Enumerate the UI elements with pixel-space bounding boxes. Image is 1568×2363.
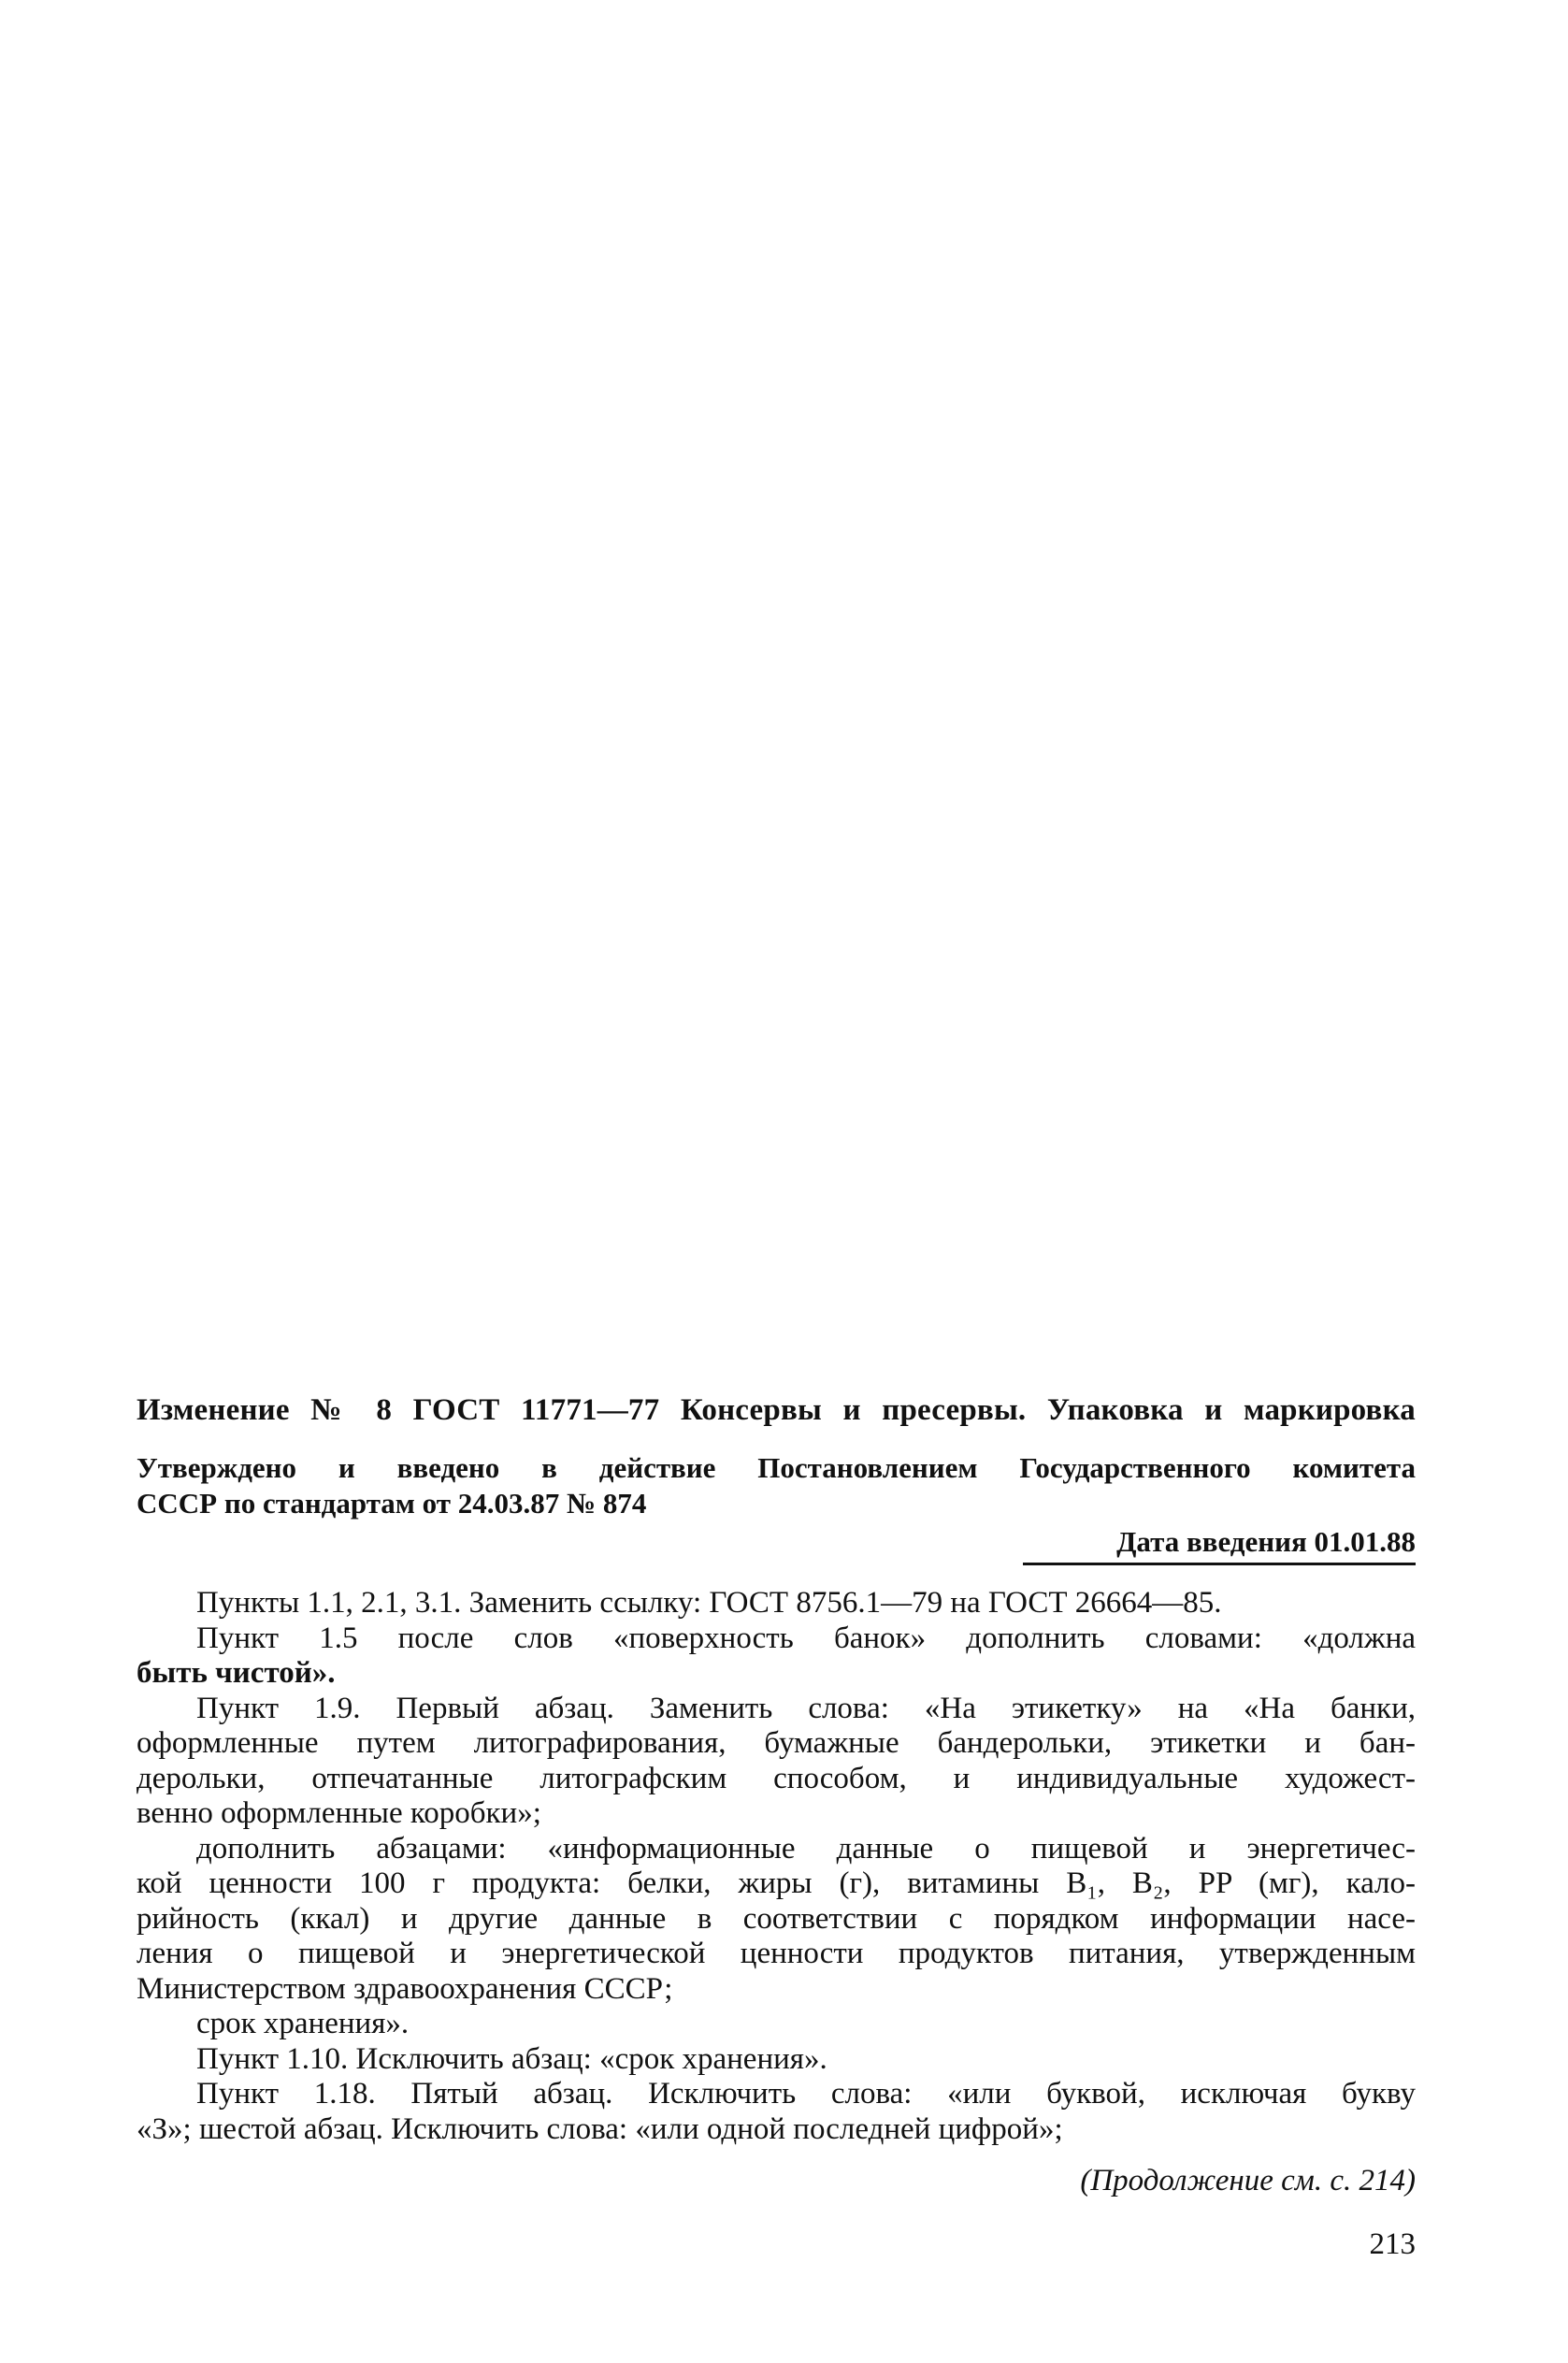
effective-date: Дата введения 01.01.88 — [1023, 1523, 1416, 1565]
amendment-body — [137, 1586, 1416, 2147]
continuation-note: (Продолжение см. с. 214) — [1080, 2164, 1416, 2197]
paragraph-3-line-1: Пункт 1.9. Первый абзац. Заменить слова: «На этикетку» на «На банки, — [196, 1691, 1416, 1725]
effective-date-row — [137, 1523, 1416, 1565]
paragraph-4-line-5: Министерством здравоохранения СССР; — [137, 1971, 673, 2006]
approval-line-2: СССР по стандартам от 24.03.87 № 874 — [137, 1487, 647, 1520]
paragraph-5: срок хранения». — [196, 2007, 410, 2040]
approval-line-1: Утверждено и введено в действие Постановлением Государственного комитета — [137, 1451, 1416, 1484]
paragraph-2-line-1: Пункт 1.5 после слов «поверхность банок» дополнить словами: «должна — [196, 1621, 1416, 1655]
amendment-title: Изменение № 8 ГОСТ 11771—77 Консервы и пресервы. Упаковка и маркировка — [137, 1393, 1416, 1427]
document-page — [137, 1389, 1416, 2263]
paragraph-4-line-3: рийность (ккал) и другие данные в соответствии с порядком информации насе- — [137, 1901, 1416, 1936]
paragraph-1: Пункты 1.1, 2.1, 3.1. Заменить ссылку: ГОСТ 8756.1—79 на ГОСТ 26664—85. — [196, 1586, 1222, 1620]
paragraph-4-line-4: ления о пищевой и энергетической ценности продуктов питания, утвержденным — [137, 1937, 1416, 1970]
page-number: 213 — [1369, 2227, 1416, 2261]
paragraph-3-line-3: дерольки, отпечатанные литографским способом, и индивидуальные художест- — [137, 1761, 1416, 1795]
paragraph-6: Пункт 1.10. Исключить абзац: «срок хранения». — [196, 2041, 827, 2076]
paragraph-3-line-2: оформленные путем литографирования, бумажные бандерольки, этикетки и бан- — [137, 1726, 1416, 1760]
paragraph-4-line-2: кой ценности 100 г продукта: белки, жиры (г), витамины B₁, B₂, PP (мг), кало- — [137, 1866, 1416, 1900]
paragraph-3-line-4: венно оформленные коробки»; — [137, 1796, 541, 1830]
paragraph-7-line-1: Пункт 1.18. Пятый абзац. Исключить слова: «или буквой, исключая букву — [196, 2077, 1416, 2111]
paragraph-4-line-1: дополнить абзацами: «информационные данные о пищевой и энергетичес- — [196, 1831, 1416, 1866]
approval-statement — [137, 1450, 1416, 1521]
paragraph-2-line-2: быть чистой». — [137, 1656, 336, 1690]
paragraph-7-line-2: «З»; шестой абзац. Исключить слова: «или одной последней цифрой»; — [137, 2111, 1063, 2146]
